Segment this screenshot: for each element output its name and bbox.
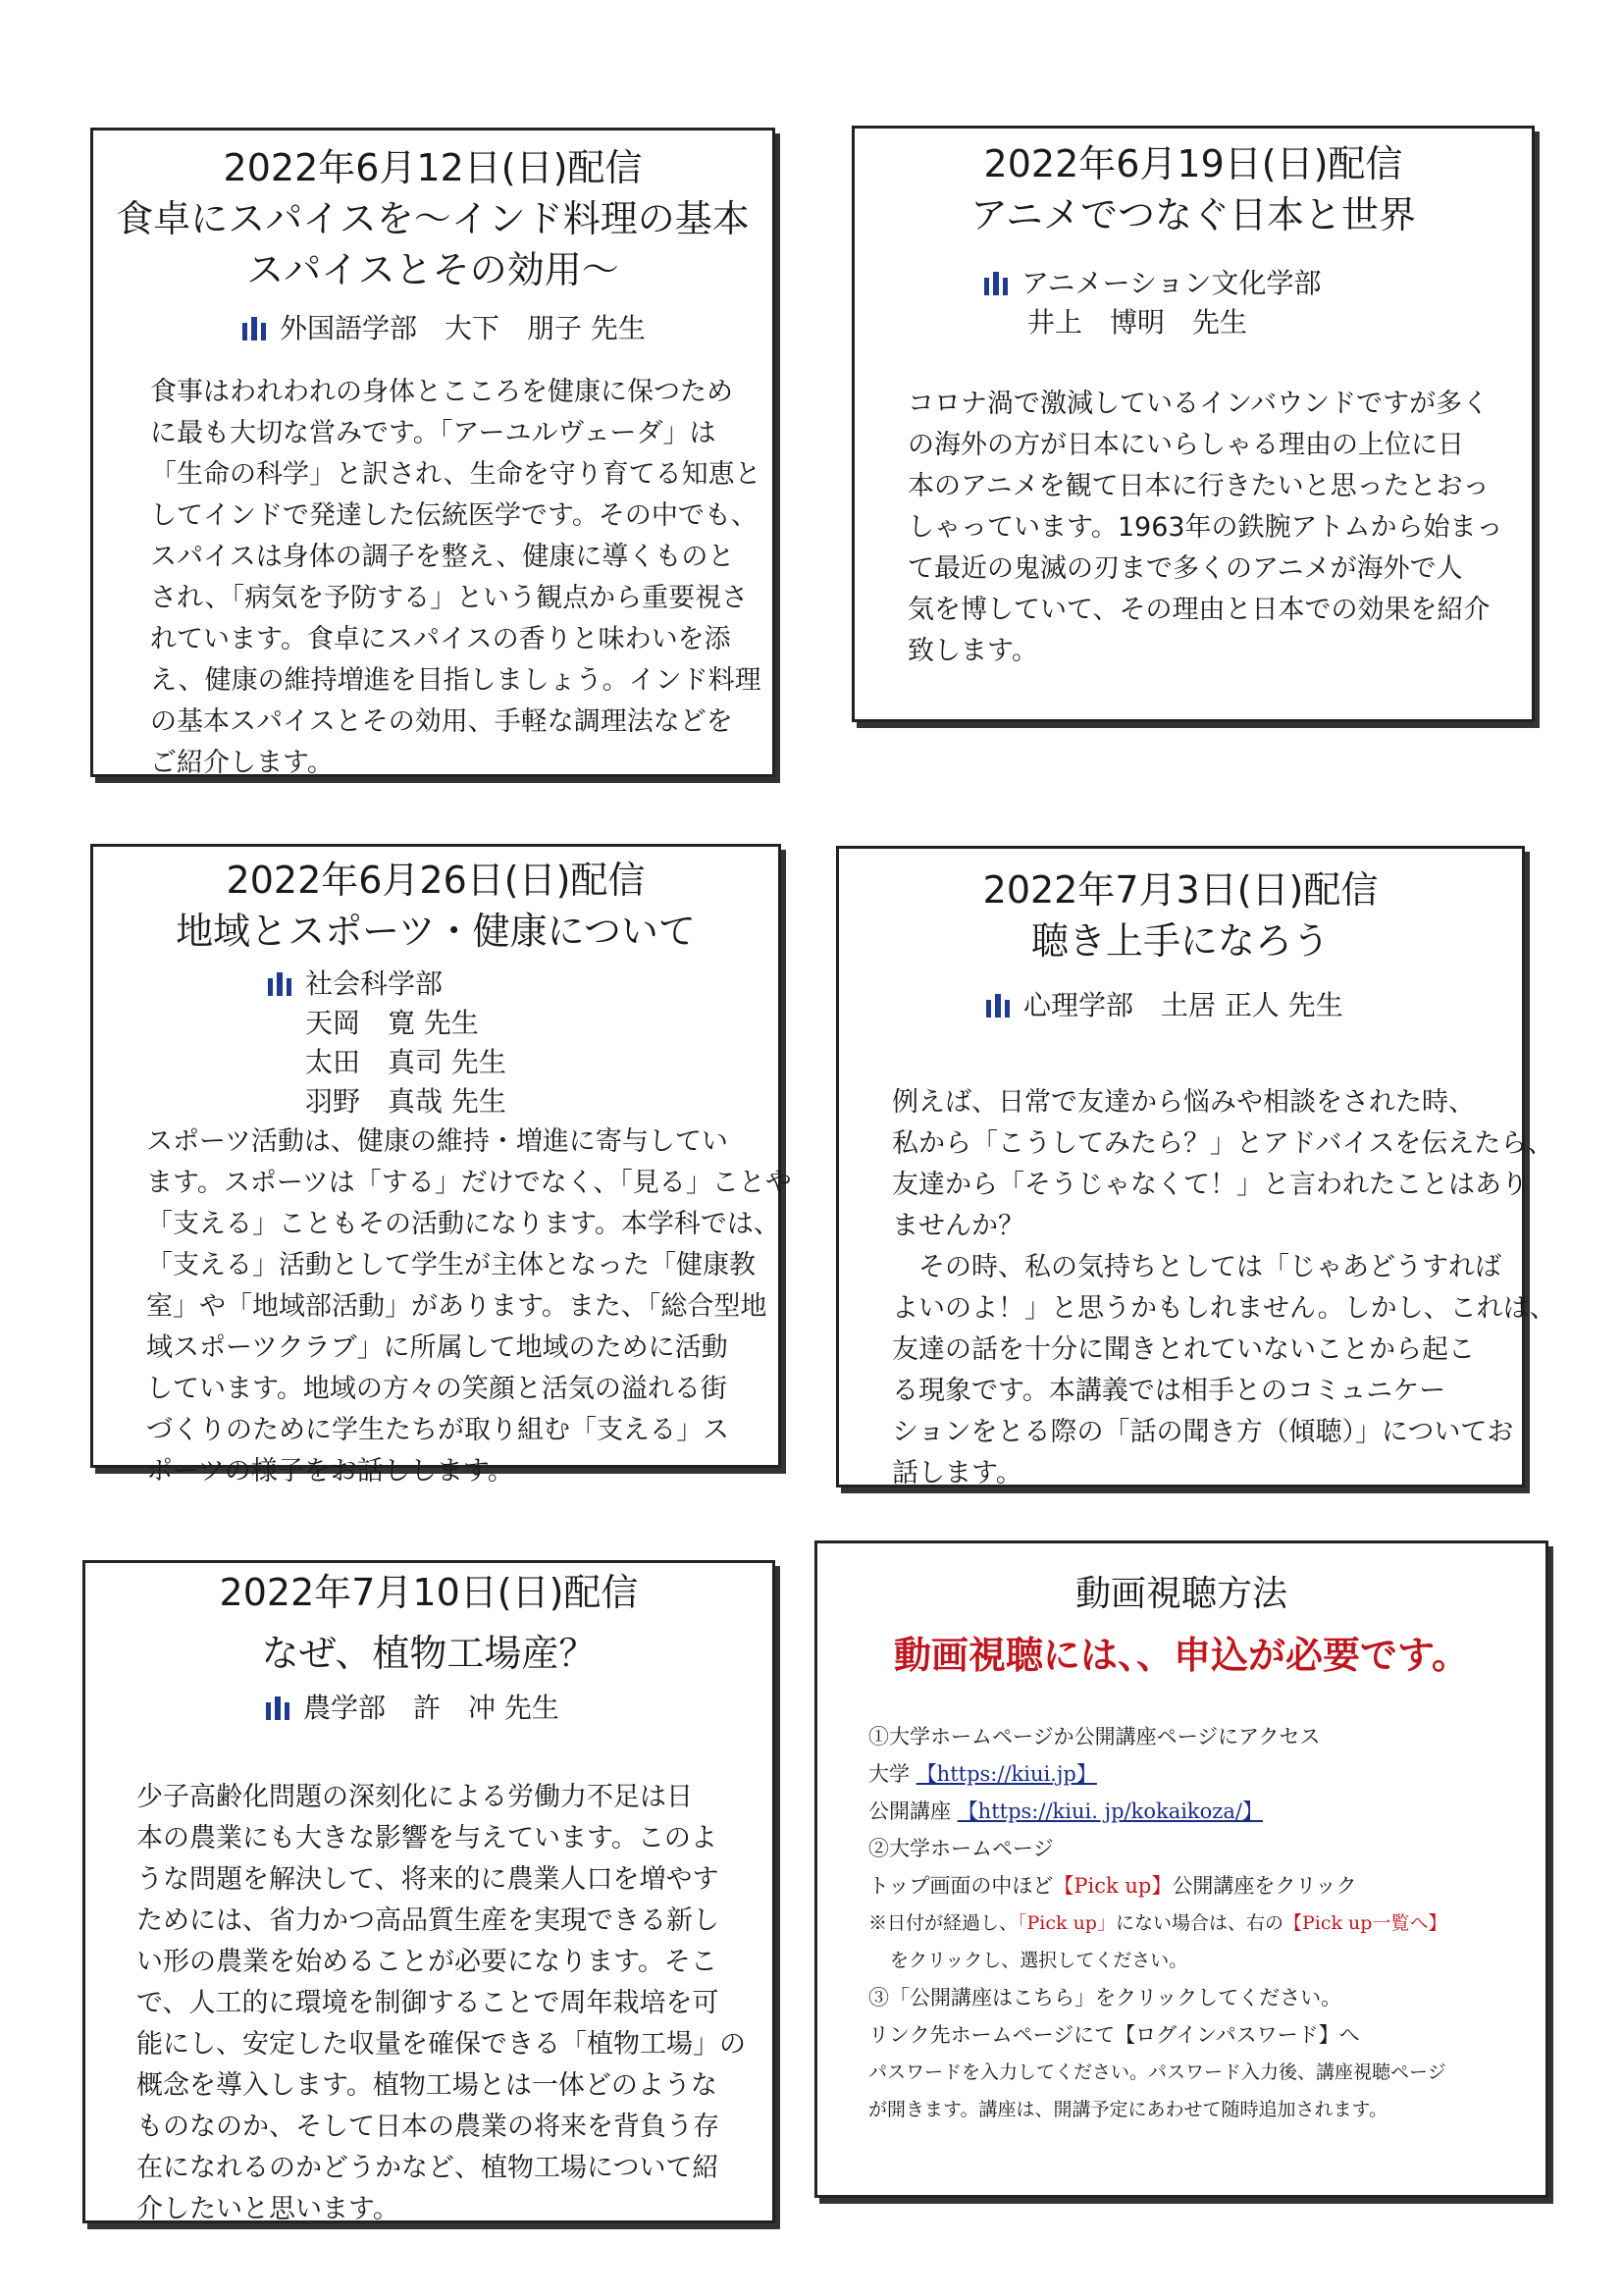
university-logo-icon [266,970,293,998]
howto-card [814,1540,1548,2198]
card-description: 例えば、日常で友達から悩みや相談をされた時、 私から「こうしてみたら？」とアドバイスを伝えたら、 友達から「そうじゃなくて！」と言われたことはあり ませんか？ その時、私の気持ちとしては「じゃあどうすれば よいのよ！」と思うかもしれません。しかし、これは、 友達の話を十分に聞きとれていないことから起こ る現象です。本講義では相手とのコミュニケー ションをとる際の「話の聞き方（傾聴）」についてお 話します。 [892,1087,1556,1488]
card-date: 2022年7月3日(日)配信 [982,868,1379,912]
card-lecturer: 農学部 許 冲 先生 [264,1689,772,1728]
card-title: なぜ、植物工場産？ [261,1632,597,1675]
step-3: ③「公開講座はこちら」をクリックしてください。 [868,1986,1342,2009]
koza-link[interactable]: 【https://kiui. jp/kokaikoza/】 [957,1800,1263,1823]
lecture-card-0612 [90,128,775,777]
step-3-line-3: パスワードを入力してください。パスワード入力後、講座視聴ページ [868,2061,1446,2083]
card-title: 食卓にスパイスを〜インド料理の基本 スパイスとその効用〜 [116,197,750,291]
pickup-label: 【Pick up】 [1053,1874,1173,1898]
koza-row: 公開講座 【https://kiui. jp/kokaikoza/】 [868,1800,1263,1823]
howto-alert: 動画視聴には、、申込が必要です。 [894,1634,1469,1677]
card-description: 少子高齢化問題の深刻化による労働力不足は日 本の農業にも大きな影響を与えています。このよ うな問題を解決して、将来的に農業人口を増やす ためには、省力かつ高品質生産を実現できる新し い形の農業を始めることが必要になります。そこ で、人工的に環境を制御することで周年栽培を可 能にし、安定した収量を確保できる「植物工場」の 概念を導入します。植物工場とは一体どのような ものなのか、そして日本の農業の将来を背負う存 在になれるのかどうかなど、植物工場について紹 介したいと思います。 [136,1782,746,2224]
card-description: スポーツ活動は、健康の維持・増進に寄与してい ます。スポーツは「する」だけでなく、「見る」ことや 「支える」こともその活動になります。本学科では、 「支える」活動として学生が主体となった「健康教 室」や「地域部活動」があります。また、「総合型地 域スポーツクラブ」に所属して地域のために活動 しています。地域の方々の笑顔と活気の溢れる街 づくりのために学生たちが取り組む「支える」ス ポーツの様子をお話しします。 [146,1126,792,1487]
step-2-detail: トップ画面の中ほど【Pick up】公開講座をクリック [868,1874,1357,1898]
card-date: 2022年6月19日(日)配信 [983,142,1403,185]
lecture-card-0619 [852,126,1535,722]
step-3-line-4: が開きます。講座は、開講予定にあわせて随時追加されます。 [868,2099,1387,2120]
card-lecturer: アニメーション文化学部 井上 博明 先生 [982,264,1532,342]
pickup-list-label: 【Pick up一覧へ】 [1283,1912,1447,1934]
note-line-2: をクリックし、選択してください。 [890,1950,1188,1971]
card-description: 食事はわれわれの身体とこころを健康に保つため に最も大切な営みです。「アーユルヴェーダ」は 「生命の科学」と訳され、生命を守り育てる知恵と してインドで発達した伝統医学です。その中でも、 スパイスは身体の調子を整え、健康に導くものと され、「病気を予防する」という観点から重要視さ れています。食卓にスパイスの香りと味わいを添 え、健康の維持増進を目指しましょう。インド料理 の基本スパイスとその効用、手軽な調理法などを ご紹介します。 [150,377,761,778]
lecture-card-0703 [836,846,1556,1488]
card-date: 2022年6月26日(日)配信 [226,859,646,902]
card-description: コロナ渦で激減しているインバウンドですが多く の海外の方が日本にいらしゃる理由の上位に日 本のアニメを観て日本に行きたいと思ったとおっ しゃっています。1963年の鉄腕アトムから始まっ て最近の鬼滅の刃まで多くのアニメが海外で人 気を博していて、その理由と日本での効果を紹介 致します。 [908,389,1503,666]
howto-title: 動画視聴方法 [1074,1574,1287,1614]
lecture-card-0626 [90,844,792,1487]
card-lecturer: 心理学部 土居 正人 先生 [984,986,1522,1025]
step-3-line-2: リンク先ホームページにて【ログインパスワード】へ [868,2023,1360,2047]
howto-steps [868,1718,1446,2128]
step-1: ①大学ホームページか公開講座ページにアクセス [868,1725,1321,1748]
university-logo-icon [264,1695,291,1722]
card-title: アニメでつなぐ日本と世界 [969,193,1417,236]
card-date: 2022年7月10日(日)配信 [219,1571,639,1614]
card-lecturer: 社会科学部 天岡 寛 先生 太田 真司 先生 羽野 真哉 先生 [266,965,778,1122]
lecture-card-0710 [82,1560,775,2223]
univ-row: 大学 【https://kiui.jp】 [868,1762,1097,1786]
card-lecturer: 外国語学部 大下 朋子 先生 [240,309,772,348]
univ-link[interactable]: 【https://kiui.jp】 [916,1762,1097,1786]
university-logo-icon [240,315,268,342]
note-line: ※日付が経過し、「Pick up」にない場合は、右の【Pick up一覧へ】 [868,1912,1447,1934]
card-title: 聴き上手になろう [1030,919,1330,963]
university-logo-icon [984,992,1012,1019]
university-logo-icon [982,270,1010,297]
card-date: 2022年6月12日(日)配信 [223,146,643,189]
step-2: ②大学ホームページ [868,1837,1054,1860]
card-title: 地域とスポーツ・健康について [176,910,696,953]
